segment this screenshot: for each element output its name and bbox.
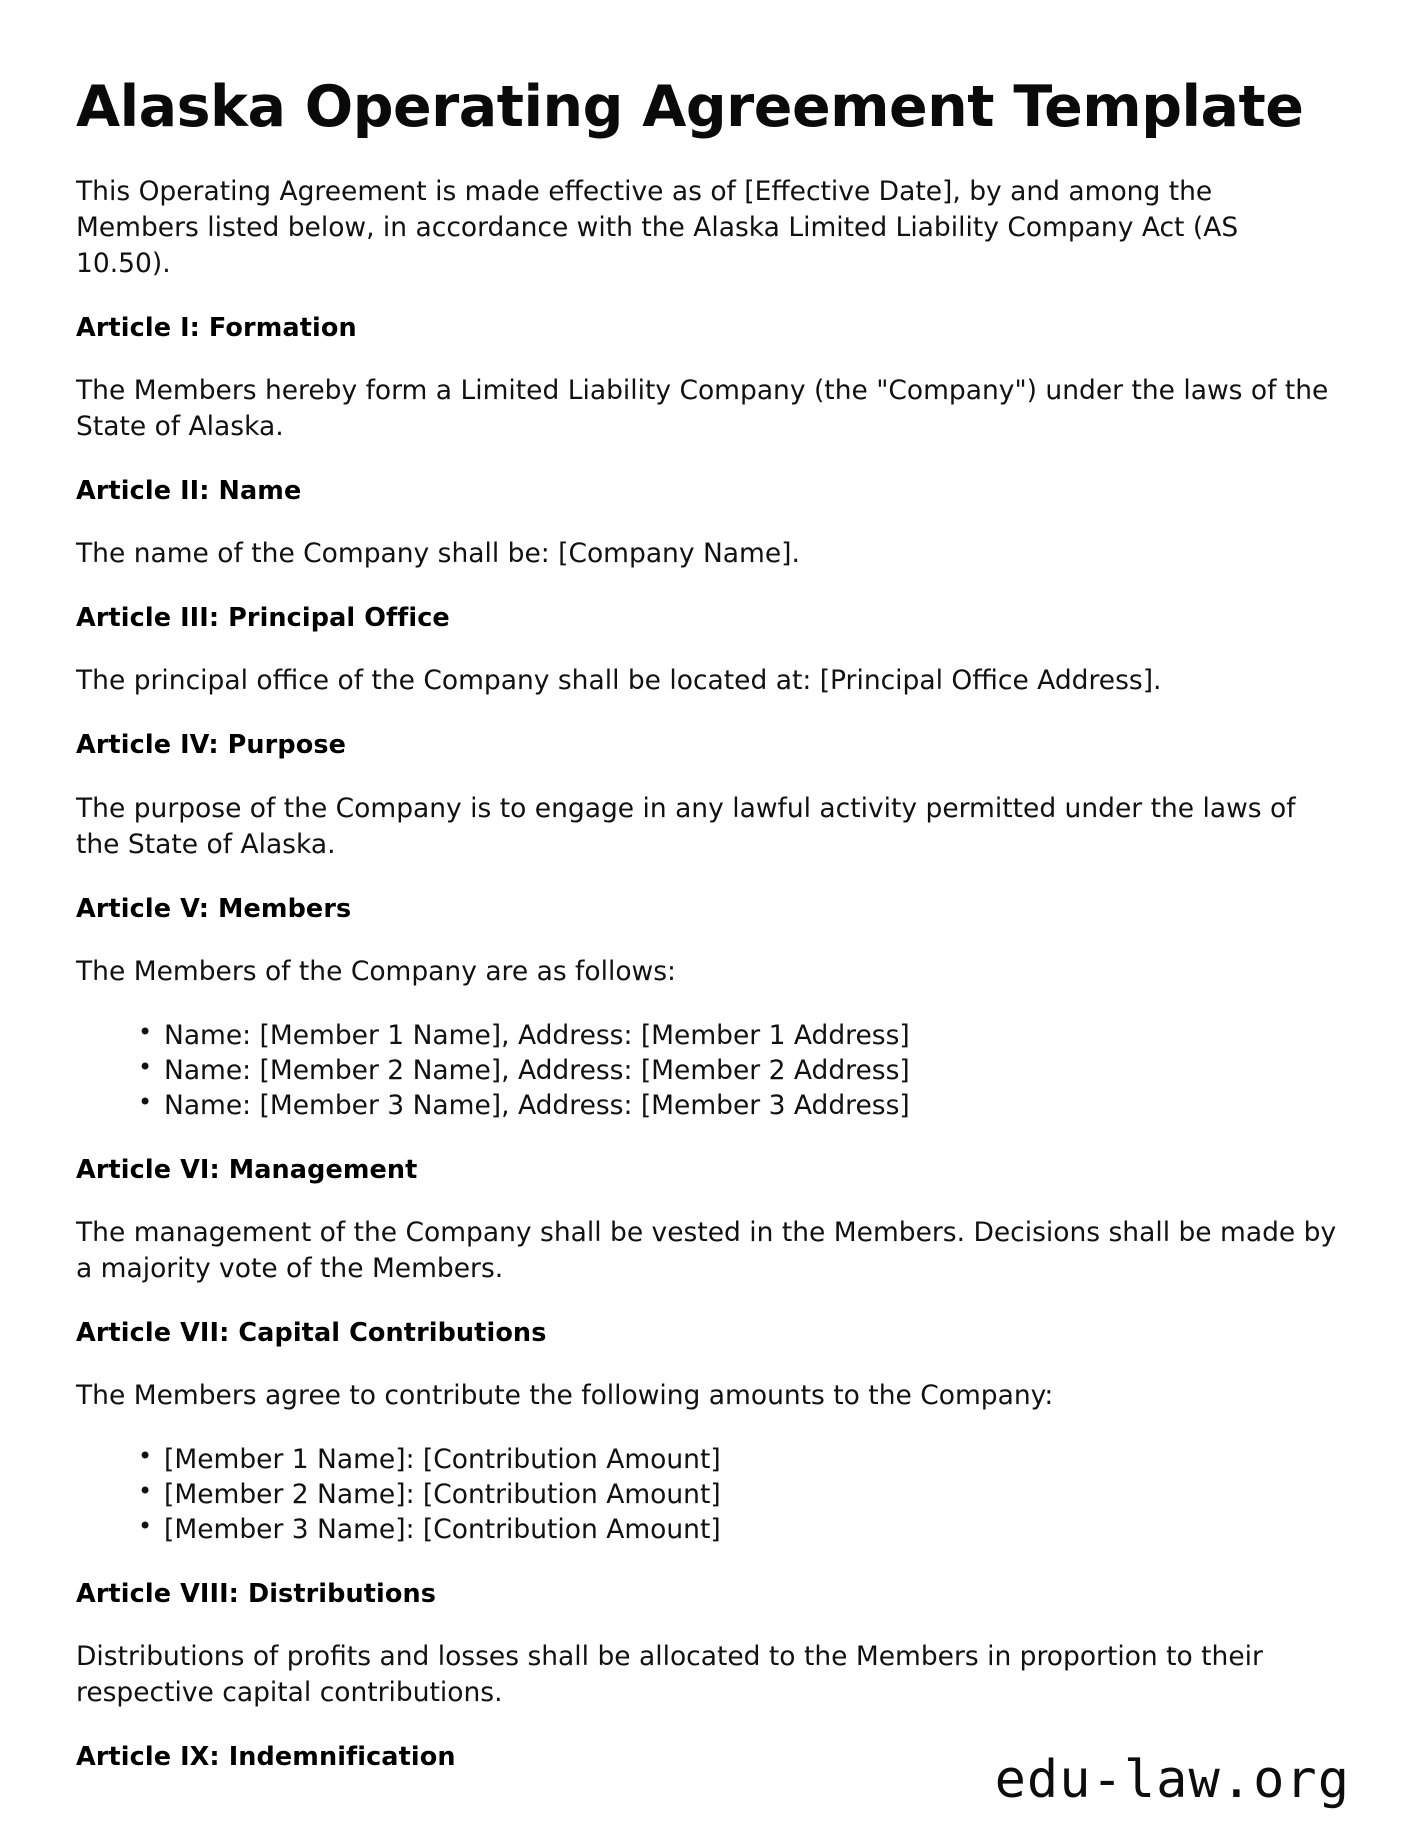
article-body-i: The Members hereby form a Limited Liability Company (the "Company") under the laws of the State of Alaska. [76, 375, 1329, 443]
article-body-ii: The name of the Company shall be: [Company Name]. [76, 538, 800, 570]
article-body-iv: The purpose of the Company is to engage in any lawful activity permitted under the laws of the State of Alaska. [76, 792, 1296, 860]
article-heading-i: Article I: Formation [76, 312, 357, 343]
article-heading-ii: Article II: Name [76, 476, 302, 507]
article-body-viii: Distributions of profits and losses shall be allocated to the Members in proportion to their respective capital contributions. [76, 1640, 1263, 1708]
list-item: • Name: [Member 2 Name], Address: [Member 2 Address] [138, 1053, 1342, 1088]
article-body-v: The Members of the Company are as follows: [76, 955, 676, 987]
article-heading-iii: Article III: Principal Office [76, 603, 450, 634]
list-item: • [Member 1 Name]: [Contribution Amount] [138, 1442, 1342, 1477]
list-item: • [Member 2 Name]: [Contribution Amount] [138, 1477, 1342, 1512]
capital-contributions-list [76, 1442, 1342, 1548]
article-heading-iv: Article IV: Purpose [76, 730, 346, 761]
article-heading-ix: Article IX: Indemnification [76, 1741, 456, 1772]
article-body-vi: The management of the Company shall be vested in the Members. Decisions shall be made by a majority vote of the Members. [76, 1216, 1337, 1284]
intro-paragraph: This Operating Agreement is made effective as of [Effective Date], by and among the Members listed below, in accordance with the Alaska Limited Liability Company Act (AS 10.50). [76, 175, 1239, 279]
article-heading-vii: Article VII: Capital Contributions [76, 1317, 547, 1348]
site-watermark: edu-law.org [994, 1750, 1350, 1810]
article-heading-vi: Article VI: Management [76, 1154, 418, 1185]
list-item: • Name: [Member 3 Name], Address: [Member 3 Address] [138, 1088, 1342, 1123]
list-item: • Name: [Member 1 Name], Address: [Member 1 Address] [138, 1018, 1342, 1053]
page-title: Alaska Operating Agreement Template [76, 74, 1304, 140]
list-item: • [Member 3 Name]: [Contribution Amount] [138, 1512, 1342, 1547]
article-heading-viii: Article VIII: Distributions [76, 1578, 437, 1609]
members-list [76, 1018, 1342, 1124]
article-body-vii: The Members agree to contribute the following amounts to the Company: [76, 1379, 1054, 1411]
article-body-iii: The principal office of the Company shall be located at: [Principal Office Address]. [76, 665, 1162, 697]
article-heading-v: Article V: Members [76, 893, 352, 924]
